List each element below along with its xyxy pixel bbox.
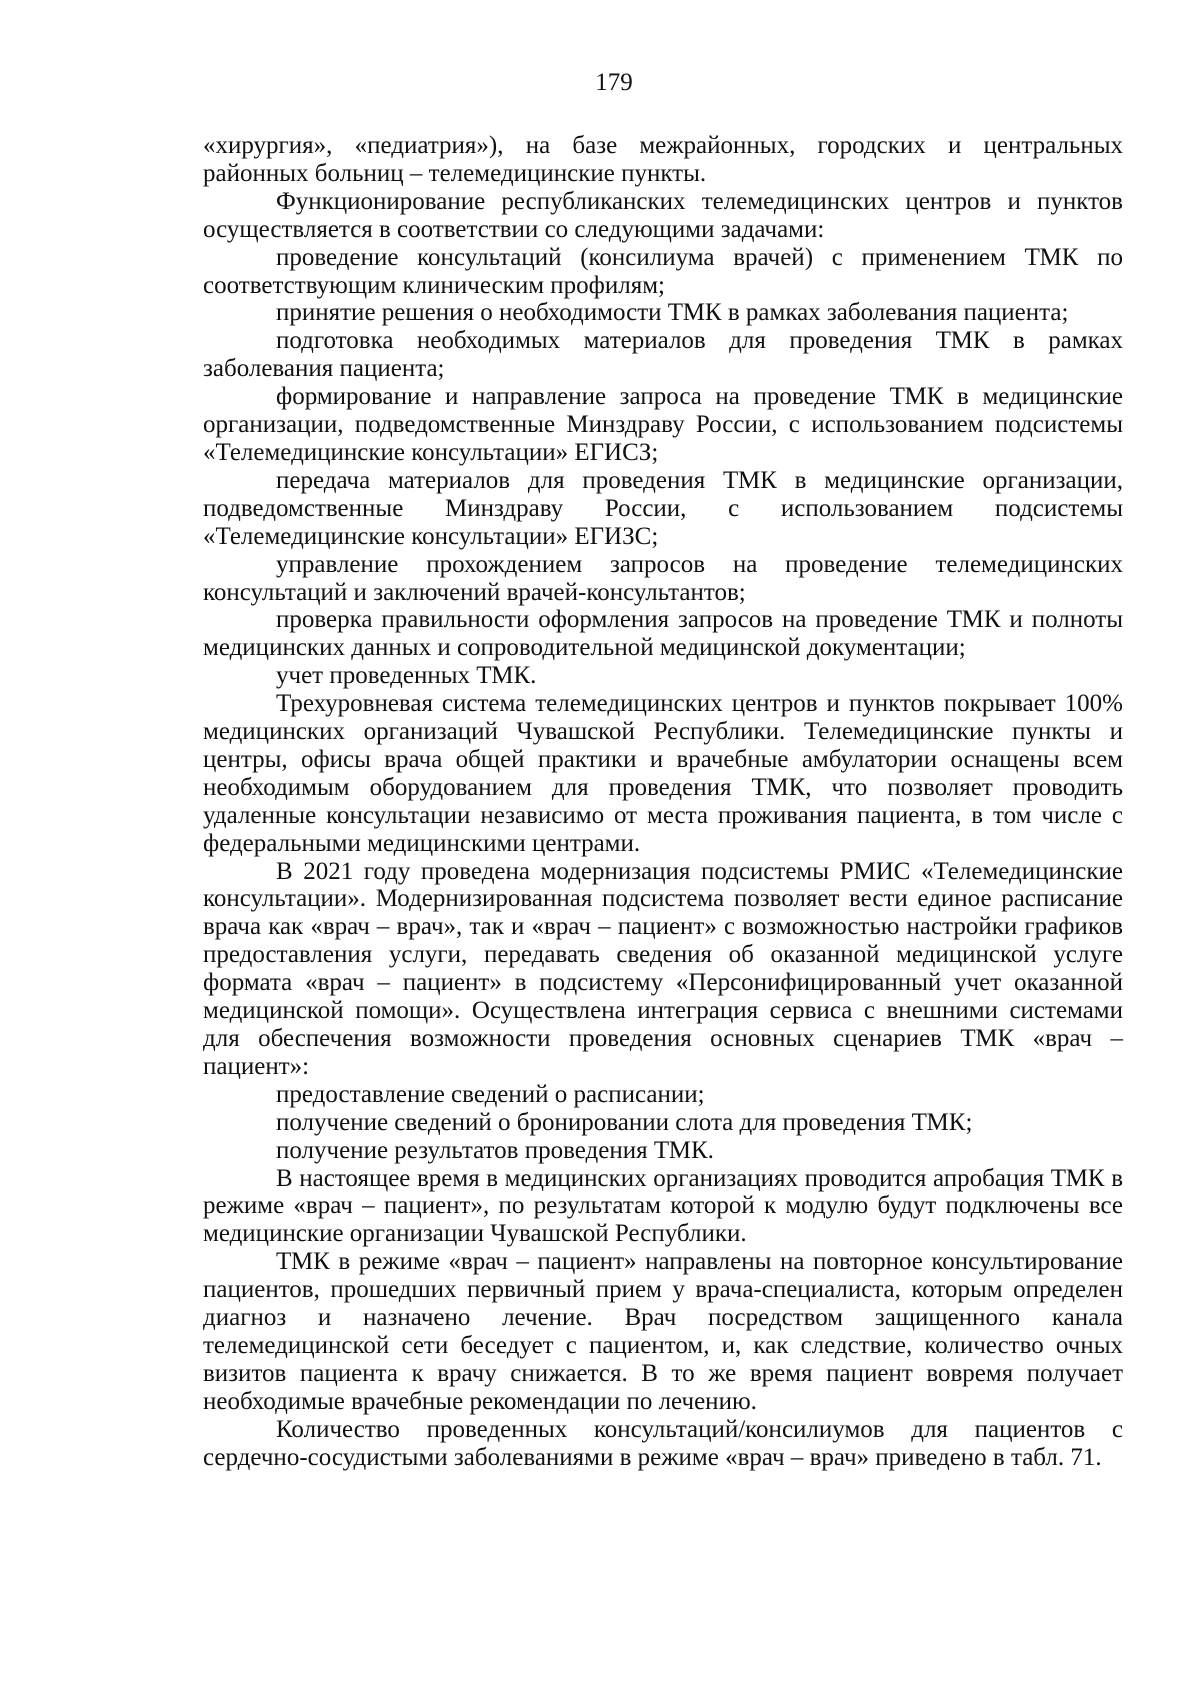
list-item: проведение консультаций (консилиума врачей) с применением ТМК по соответствующим клиническим профилям; <box>203 243 1123 299</box>
list-item: предоставление сведений о расписании; <box>276 1080 705 1108</box>
paragraph-continuation: «хирургия», «педиатрия»), на базе межрайонных, городских и центральных районных больниц – телемедицинские пункты. <box>203 132 1123 187</box>
page-number: 179 <box>595 69 633 96</box>
list-item: формирование и направление запроса на проведение ТМК в медицинские организации, подведомственные Минздраву России, с использованием подсистемы «Телемедицинские консультации» ЕГИСЗ; <box>203 383 1123 466</box>
list-item: подготовка необходимых материалов для проведения ТМК в рамках заболевания пациента; <box>203 327 1123 383</box>
list-item: передача материалов для проведения ТМК в медицинские организации, подведомственные Минздраву России, с использованием подсистемы «Телемедицинские консультации» ЕГИЗС; <box>203 466 1123 550</box>
paragraph-modernization: В 2021 году проведена модернизация подсистемы РМИС «Телемедицинские консультации». Модернизированная подсистема позволяет вести единое расписание врача как «врач – врач», так и «врач – пациент» с возможностью настройки графиков предоставления услуги, передавать сведения об оказанной медицинской услуге формата «врач – пациент» в подсистему «Персонифицированный учет оказанной медицинской помощи». Осуществлена интеграция сервиса с внешними системами для обеспечения возможности проведения основных сценариев ТМК «врач – пациент»: <box>203 857 1123 1080</box>
list-item: принятие решения о необходимости ТМК в рамках заболевания пациента; <box>276 299 1069 327</box>
list-item: учет проведенных ТМК. <box>276 662 537 690</box>
paragraph-table-reference: Количество проведенных консультаций/консилиумов для пациентов с сердечно-сосудистыми заболеваниями в режиме «врач – врач» приведено в табл. 71. <box>203 1415 1123 1471</box>
document-body <box>203 132 1123 1472</box>
paragraph-three-level-system: Трехуровневая система телемедицинских центров и пунктов покрывает 100% медицинских организаций Чувашской Республики. Телемедицинские пункты и центры, офисы врача общей практики и врачебные амбулатории оснащены всем необходимым оборудованием для проведения ТМК, что позволяет проводить удаленные консультации независимо от места проживания пациента, в том числе с федеральными медицинскими центрами. <box>203 690 1123 857</box>
list-item: получение результатов проведения ТМК. <box>276 1136 714 1164</box>
paragraph-doctor-patient: ТМК в режиме «врач – пациент» направлены на повторное консультирование пациентов, прошедших первичный прием у врача-специалиста, которым определен диагноз и назначено лечение. Врач посредством защищенного канала телемедицинской сети беседует с пациентом, и, как следствие, количество очных визитов пациента к врачу снижается. В то же время пациент вовремя получает необходимые врачебные рекомендации по лечению. <box>203 1248 1123 1415</box>
list-item: проверка правильности оформления запросов на проведение ТМК и полноты медицинских данных и сопроводительной медицинской документации; <box>203 606 1123 662</box>
list-item: управление прохождением запросов на проведение телемедицинских консультаций и заключений врачей-консультантов; <box>203 550 1123 606</box>
paragraph-approbation: В настоящее время в медицинских организациях проводится апробация ТМК в режиме «врач – пациент», по результатам которой к модулю будут подключены все медицинские организации Чувашской Республики. <box>203 1164 1123 1248</box>
list-item: получение сведений о бронировании слота для проведения ТМК; <box>276 1108 973 1136</box>
paragraph-intro-tasks: Функционирование республиканских телемедицинских центров и пунктов осуществляется в соответствии со следующими задачами: <box>203 187 1123 243</box>
